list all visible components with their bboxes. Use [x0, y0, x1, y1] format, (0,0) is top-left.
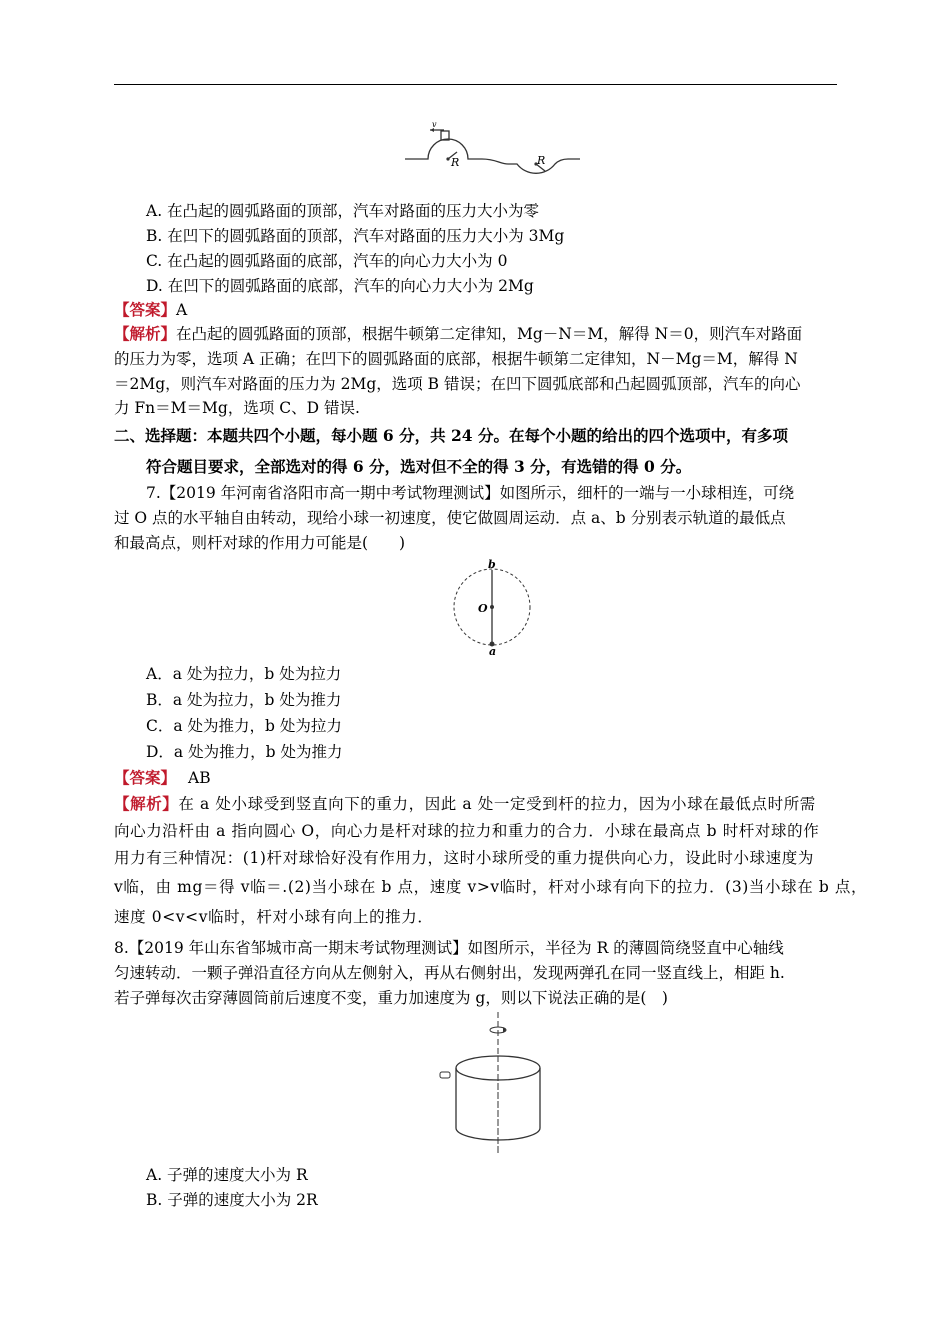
q6-analysis-line-1 — [114, 322, 802, 346]
section2-heading-line-2: 符合题目要求，全部选对的得 6 分，选对但不全的得 3 分，有选错的得 0 分。 — [146, 457, 692, 476]
road-path — [405, 139, 580, 173]
bullet — [440, 1072, 450, 1078]
q8-option-a: A. 子弹的速度大小为 R — [146, 1166, 308, 1184]
q6-analysis-line-4: 力 Fn＝M＝Mg，选项 C、D 错误. — [114, 399, 360, 417]
q6-analysis-line-2: 的压力为零，选项 A 正确；在凹下的圆弧路面的底部，根据牛顿第二定律知，N－Mg＝M，解得 N — [114, 350, 798, 368]
q7-analysis-line-3: 用力有三种情况：(1)杆对球恰好没有作用力，这时小球所受的重力提供向心力，设此时小球速度为 — [114, 849, 814, 867]
q7-analysis-line-5: 速度 0<v<v临时，杆对小球有向上的推力． — [114, 908, 434, 926]
q7-stem-line-1: 7.【2019 年河南省洛阳市高一期中考试物理测试】如图所示，细杆的一端与一小球相连，可绕 — [146, 484, 795, 502]
section2-heading-line-1: 二、选择题：本题共四个小题，每小题 6 分，共 24 分。在每个小题的给出的四个选项中，有多项 — [114, 426, 788, 445]
analysis-tag: 【解析】 — [114, 794, 179, 813]
q7-analysis-line-2: 向心力沿杆由 a 指向圆心 O，向心力是杆对球的拉力和重力的合力．小球在最高点 b 时杆对球的作 — [114, 822, 820, 840]
analysis-text: 在 a 处小球受到竖直向下的重力，因此 a 处一定受到杆的拉力，因为小球在最低点时所需 — [178, 795, 816, 813]
answer-tag: 【答案】 — [114, 300, 177, 319]
cylinder-figure — [436, 1010, 556, 1160]
answer-value: AB — [188, 769, 211, 787]
q7-analysis-line-1 — [114, 792, 816, 816]
analysis-tag: 【解析】 — [114, 324, 177, 343]
q6-option-c: C. 在凸起的圆弧路面的底部，汽车的向心力大小为 0 — [146, 252, 508, 270]
q7-stem-line-2: 过 O 点的水平轴自由转动，现给小球一初速度，使它做圆周运动．点 a、b 分别表示轨道的最低点 — [114, 509, 786, 527]
circle-rod-figure — [448, 558, 538, 658]
answer-value: A — [176, 301, 188, 319]
label-o: O — [478, 602, 488, 615]
q7-option-d: D．a 处为推力，b 处为推力 — [146, 743, 343, 761]
q7-answer — [114, 766, 211, 790]
q8-stem-line-2: 匀速转动．一颗子弹沿直径方向从左侧射入，再从右侧射出，发现两弹孔在同一竖直线上，相距 h. — [114, 964, 785, 982]
q6-option-d: D. 在凹下的圆弧路面的底部，汽车的向心力大小为 2Mg — [146, 277, 534, 295]
label-v: v — [432, 120, 437, 129]
q7-option-c: C．a 处为推力，b 处为拉力 — [146, 717, 342, 735]
q7-option-a: A．a 处为拉力，b 处为拉力 — [146, 665, 342, 683]
q7-option-b: B．a 处为拉力，b 处为推力 — [146, 691, 342, 709]
label-r-concave: R — [537, 154, 546, 167]
analysis-text: 在凸起的圆弧路面的顶部，根据牛顿第二定律知，Mg－N＝M，解得 N＝0，则汽车对路面 — [176, 325, 803, 343]
q8-stem-line-3: 若子弹每次击穿薄圆筒前后速度不变，重力加速度为 g，则以下说法正确的是( ) — [114, 989, 668, 1007]
pivot-o — [490, 605, 494, 609]
answer-tag: 【答案】 — [114, 768, 177, 787]
q6-option-a: A. 在凸起的圆弧路面的顶部，汽车对路面的压力大小为零 — [146, 202, 540, 220]
q6-answer — [114, 298, 187, 322]
road-arc-figure — [400, 118, 585, 190]
q8-stem-line-1: 8.【2019 年山东省邹城市高一期末考试物理测试】如图所示，半径为 R 的薄圆筒绕竖直中心轴线 — [114, 939, 784, 957]
q7-analysis-line-4: v临，由 mg＝得 v临＝.(2)当小球在 b 点，速度 v>v临时，杆对小球有向下的拉力．(3)当小球在 b 点， — [114, 878, 868, 896]
q8-option-b: B. 子弹的速度大小为 2R — [146, 1191, 318, 1209]
q6-analysis-line-3: ＝2Mg，则汽车对路面的压力为 2Mg，选项 B 错误；在凹下圆弧底部和凸起圆弧顶部，汽车的向心 — [114, 375, 801, 393]
label-a: a — [489, 645, 497, 658]
label-b: b — [488, 558, 496, 571]
q7-stem-line-3: 和最高点，则杆对球的作用力可能是( ) — [114, 534, 406, 552]
q6-option-b: B. 在凹下的圆弧路面的顶部，汽车对路面的压力大小为 3Mg — [146, 227, 565, 245]
label-r-convex: R — [451, 156, 460, 169]
header-rule — [114, 84, 837, 85]
